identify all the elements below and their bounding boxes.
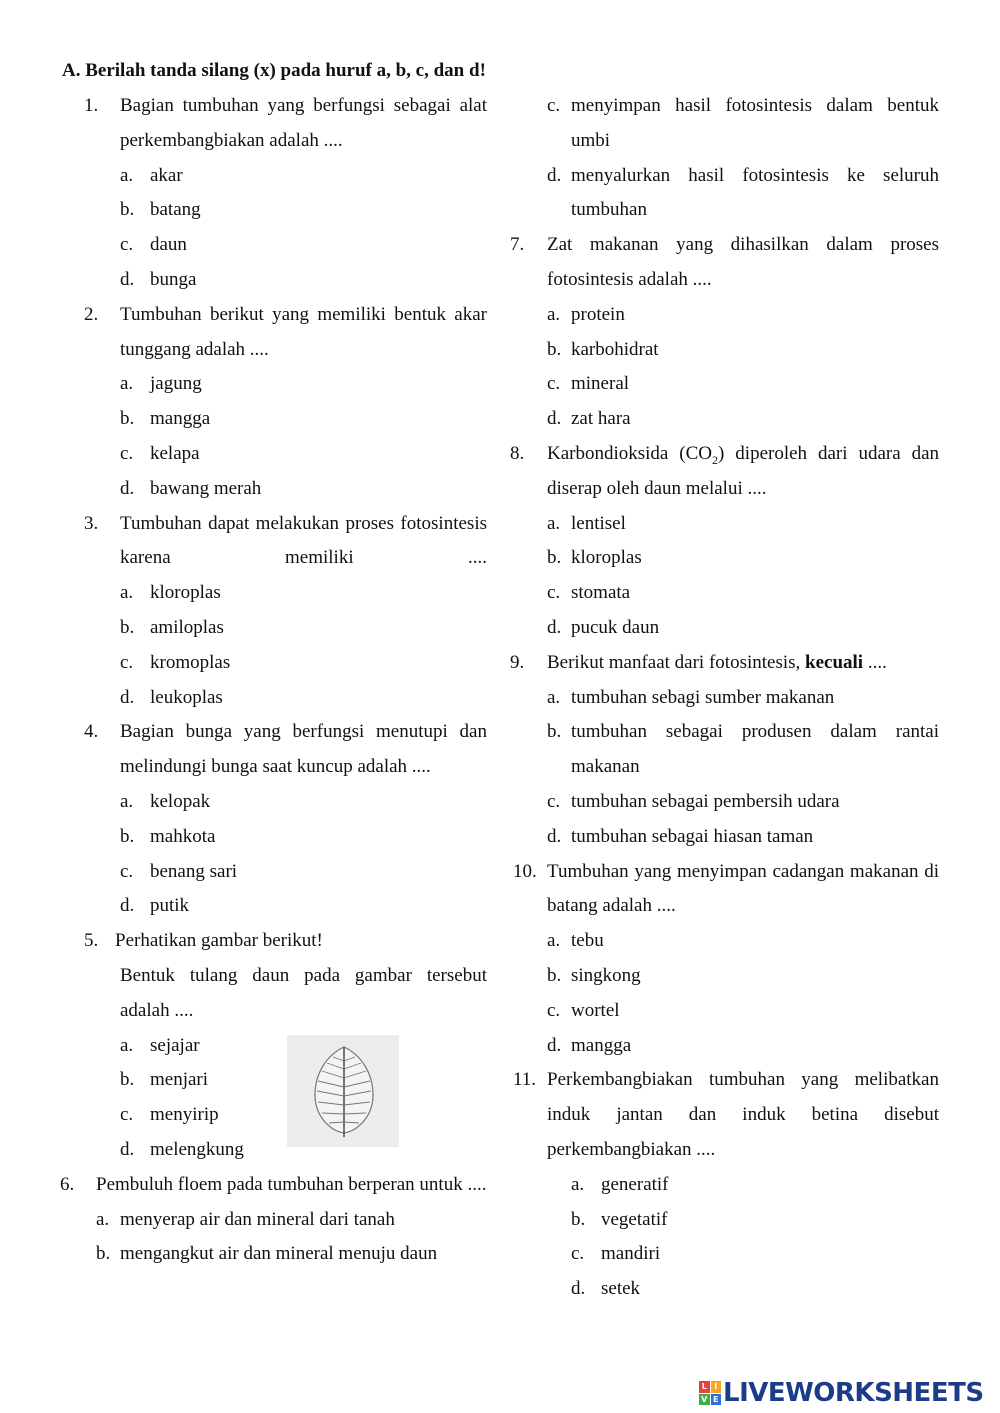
question-text: Zat makanan yang dihasilkan dalam proses fotosintesis adalah .... — [547, 234, 939, 290]
question-6 — [60, 1168, 490, 1272]
logo-tile: I — [711, 1381, 722, 1393]
question-intro: Perhatikan gambar berikut! — [115, 930, 323, 952]
option-a[interactable]: a. akar — [120, 164, 183, 186]
question-8 — [510, 437, 940, 646]
option-c[interactable]: c. menyimpan hasil fotosintesis dalam bentuk umbi — [547, 95, 939, 151]
question-text: Tumbuhan dapat melakukan proses fotosintesis karena memiliki .... — [120, 512, 487, 569]
option-d[interactable]: d. putik — [120, 895, 190, 917]
question-text: Tumbuhan yang menyimpan cadangan makanan di batang adalah .... — [547, 860, 939, 917]
question-text: Perkembangbiakan tumbuhan yang melibatkan induk jantan dan induk betina disebut perkembangbiakan .... — [547, 1069, 939, 1160]
option-c[interactable]: c. mineral — [547, 373, 630, 395]
emphasis-text: kecuali — [805, 651, 864, 673]
option-a[interactable]: a. tebu — [547, 930, 604, 952]
leaf-icon — [287, 1035, 399, 1147]
question-11 — [510, 1063, 940, 1307]
option-c[interactable]: c. mandiri — [571, 1243, 661, 1265]
question-number: 11. — [513, 1069, 537, 1091]
option-d[interactable]: d. menyalurkan hasil fotosintesis ke seluruh tumbuhan — [547, 164, 939, 221]
question-number: 3. — [84, 512, 99, 534]
option-b[interactable]: b. karbohidrat — [547, 338, 659, 360]
option-b[interactable]: b. kloroplas — [547, 547, 642, 569]
leaf-image — [287, 1035, 399, 1147]
left-column — [60, 89, 490, 1272]
option-a[interactable]: a. menyerap air dan mineral dari tanah — [96, 1208, 395, 1230]
question-number: 9. — [510, 651, 525, 673]
question-text: Berikut manfaat dari fotosintesis, kecuali .... — [547, 651, 887, 673]
question-7 — [510, 228, 940, 437]
option-d[interactable]: d. melengkung — [120, 1138, 244, 1160]
question-text: Bagian bunga yang berfungsi menutupi dan melindungi bunga saat kuncup adalah .... — [120, 721, 487, 778]
question-2 — [60, 298, 490, 507]
option-b[interactable]: b. amiloplas — [120, 616, 224, 638]
option-c[interactable]: c. menyirip — [120, 1104, 219, 1126]
option-c[interactable]: c. stomata — [547, 582, 631, 604]
section-heading: A. Berilah tanda silang (x) pada huruf a, b, c, dan d! — [62, 60, 486, 81]
question-4 — [60, 715, 490, 924]
right-column — [510, 89, 940, 1307]
option-b[interactable]: b. mengangkut air dan mineral menuju daun — [96, 1243, 438, 1265]
question-number: 1. — [84, 95, 99, 116]
question-number: 6. — [60, 1173, 75, 1195]
logo-tile: E — [711, 1394, 722, 1406]
option-b[interactable]: b. singkong — [547, 964, 641, 986]
option-a[interactable]: a. kelopak — [120, 790, 211, 812]
option-a[interactable]: a. jagung — [120, 373, 202, 395]
option-c[interactable]: c. wortel — [547, 999, 620, 1021]
option-c[interactable]: c. daun — [120, 234, 187, 256]
question-text: Bentuk tulang daun pada gambar tersebut adalah .... — [120, 964, 487, 1021]
option-a[interactable]: a. kloroplas — [120, 582, 221, 604]
question-number: 2. — [84, 303, 99, 325]
option-b[interactable]: b. batang — [120, 199, 201, 221]
option-a[interactable]: a. sejajar — [120, 1034, 200, 1056]
option-d[interactable]: d. leukoplas — [120, 686, 223, 708]
question-9 — [510, 646, 940, 855]
logo-tile: V — [699, 1394, 710, 1406]
question-text: Karbondioksida $(CO_2)$ diperoleh dari udara dan diserap oleh daun melalui .... — [547, 442, 939, 499]
question-number: 4. — [84, 721, 99, 743]
question-number: 5. — [84, 930, 99, 952]
option-a[interactable]: a. generatif — [571, 1173, 669, 1195]
question-5 — [60, 924, 490, 1168]
option-a[interactable]: a. protein — [547, 303, 625, 325]
logo-mark-icon — [699, 1381, 721, 1405]
logo-tile: L — [699, 1381, 710, 1393]
question-6-continued — [510, 89, 940, 228]
question-number: 10. — [513, 860, 537, 882]
option-c[interactable]: c. tumbuhan sebagai pembersih udara — [547, 790, 840, 812]
question-text: Tumbuhan berikut yang memiliki bentuk akar tunggang adalah .... — [120, 303, 487, 360]
option-b[interactable]: b. menjari — [120, 1069, 209, 1091]
option-b[interactable]: b. mahkota — [120, 825, 216, 847]
question-text: Pembuluh floem pada tumbuhan berperan untuk .... — [96, 1173, 487, 1195]
option-d[interactable]: d. zat hara — [547, 408, 631, 430]
option-a[interactable]: a. lentisel — [547, 512, 626, 534]
liveworksheets-logo[interactable] — [699, 1377, 984, 1409]
option-b[interactable]: b. vegetatif — [571, 1208, 668, 1230]
option-b[interactable]: b. mangga — [120, 408, 211, 430]
question-3 — [60, 507, 490, 716]
option-c[interactable]: c. kromoplas — [120, 651, 231, 673]
question-text: Bagian tumbuhan yang berfungsi sebagai alat perkembangbiakan adalah .... — [120, 95, 487, 151]
option-a[interactable]: a. tumbuhan sebagi sumber makanan — [547, 686, 835, 708]
question-number: 7. — [510, 234, 525, 256]
option-d[interactable]: d. bawang merah — [120, 477, 262, 499]
option-d[interactable]: d. tumbuhan sebagai hiasan taman — [547, 825, 814, 847]
option-d[interactable]: d. bunga — [120, 268, 197, 290]
option-c[interactable]: c. kelapa — [120, 442, 200, 464]
option-b[interactable]: b. tumbuhan sebagai produsen dalam rantai makanan — [547, 721, 939, 778]
option-d[interactable]: d. pucuk daun — [547, 616, 660, 638]
logo-text: LIVEWORKSHEETS — [723, 1378, 984, 1408]
option-d[interactable]: d. mangga — [547, 1034, 632, 1056]
option-d[interactable]: d. setek — [571, 1278, 641, 1300]
question-1 — [60, 89, 490, 298]
option-c[interactable]: c. benang sari — [120, 860, 238, 882]
question-10 — [510, 855, 940, 1064]
question-number: 8. — [510, 442, 525, 464]
